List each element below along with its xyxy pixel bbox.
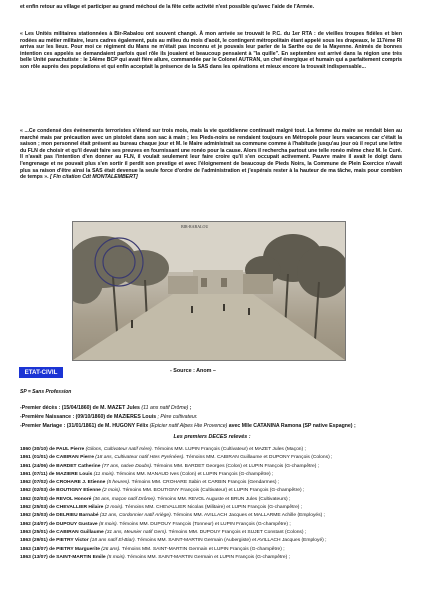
death-detail: (26 ans). (101, 546, 121, 552)
act-detail: ; Père cultivateur. (157, 414, 198, 420)
death-record-row (20, 554, 410, 562)
terrorist-events-text: « ...Ce condensé des événements terroristes s'étend sur trois mois, mais la vie quotidienne continuait malgré tout. La femme du maire se rendait bien au marché mais par précaution avec un pistolet dans son sac à main ; les Pieds-noirs se rendaient toujours en Métropole pour leurs vacances car c'était la saison ; mon personnel était présent au bureau chaque jour et M. le Maire administrait sa commune comme à l'habitude jusqu'au jour où il reçut une lettre du FLN de choisir et qu'il devait faire ses preuves en fournissant une ronéo pour la cause. Alors il rechercha partout une telle ronéo même chez M. le Curé. Il n'avait pas l'intention d'en donner au FLN, il voulait seulement leur faire croire qu'il s'en occupait activement. Pauvre maire il avait le doigt dans l'engrenage et ne pouvait plus s'en sortir il perdit son prestige et avec l'éloignement de beaucoup de Pieds Noirs, la Commune de Plein Exercice n'avait plus sa raison d'être ainsi la SAS était devenue la seule force d'ordre de l'administration et j'espérais rester à la hauteur de ma tâche, mais pour combien de temps ». (20, 128, 402, 181)
intro-paragraph: et enfin retour au village et participer au grand méchoui de la fête cette activité n'est possible qu'avec l'aide de l'Armée. (20, 4, 315, 10)
death-witnesses: Témoins MM. SAINT-MARTIN Germain et LUPIN François (G-champêtre) ; (121, 546, 285, 552)
act-label: -Première Naissance : (09/10/1860) de MAZIERES Louis (20, 414, 157, 420)
act-detail: (11 ans natif Drôme) (141, 405, 189, 411)
death-detail: (5 mois). (106, 554, 127, 560)
death-detail: (Gilons, Cultivateur natif Isère). (85, 447, 154, 452)
death-witnesses: Témoins MM. AVILLACH Jacques et MALLARME Achille (Employés) ; (173, 513, 325, 519)
death-detail: (2 mois). (104, 505, 124, 511)
death-record-row (20, 463, 410, 471)
death-record-row (20, 487, 410, 495)
sp-abbreviation-note: SP = Sans Profession (20, 389, 72, 395)
death-record-row (20, 496, 410, 504)
death-witnesses: Témoins MM. CROHARE Sabin et CARBIN François (Gendarmes) ; (131, 480, 280, 486)
death-record-row (20, 529, 410, 537)
death-record-row (20, 512, 410, 520)
etat-civil-heading: ETAT-CIVIL (19, 367, 63, 378)
citation-note: [ Fin citation Cdt MONTALEMBERT] (50, 174, 138, 181)
act-detail: (Epicier natif Alpes Hte Provence) (149, 423, 228, 429)
death-detail: (18 ans, Cultivateur natif Htes Pyrénées). (95, 455, 185, 461)
death-detail: (77 ans, native Doubs). (101, 463, 153, 469)
death-witnesses: Témoins MM. BARDET Georges (Colon) et LUPIN François (G-champêtre) ; (153, 463, 320, 469)
first-death-entry (20, 404, 356, 413)
act-label: -Premier décès : (15/04/1860) de M. MAZET Jules (20, 405, 140, 411)
death-person: 1862 (07/02) de CROHARE J. Etienne (20, 480, 106, 486)
first-acts-list (20, 404, 356, 431)
death-person: 1862 (25/03) de CHEVALLIER Hilaire (20, 505, 104, 511)
death-detail: (18 ans natif El-Biar). (90, 538, 136, 544)
death-witnesses: Témoins MM. DUPOUY François (Tonneur) et LUPIN François (G-champêtre) ; (119, 521, 291, 527)
death-detail: (32 ans, Cordonnier natif Ariège). (99, 513, 173, 519)
death-person: 1862 (24/07) de DUPOUY Gustave (20, 521, 98, 527)
terrorist-events-paragraph (20, 128, 402, 181)
death-witnesses: Témoins MM. MANAUD Ives (Colon) et LUPIN François (G-champêtre) ; (116, 471, 274, 477)
source-note: - Source : Anom – (170, 368, 216, 374)
death-detail: (8 mois). (99, 521, 119, 527)
death-person: 1861 (24/06) de BARDET Catherine (20, 463, 101, 469)
death-record-row (20, 546, 410, 554)
death-detail: (5 heures). (106, 480, 131, 486)
death-person: 1862 (25/03) de DELRIEU Barnabé (20, 513, 99, 519)
village-street-photo (72, 221, 346, 361)
death-person: 1863 (13/07) de SAINT-MARTIN Emile (20, 554, 106, 560)
death-person: 1860 (30/10) de PAUL Pierre (20, 447, 85, 452)
death-record-row (20, 471, 410, 479)
death-witnesses: Témoins MM. REVOL Auguste et BRUN Jules (Cultivateurs) ; (157, 496, 291, 502)
death-person: 1863 (18/07) de PIETRY Marguerite (20, 546, 100, 552)
death-person: 1862 (02/03) de REVOL Honoré (20, 496, 92, 502)
death-witnesses: Témoins MM. SAINT-MARTIN Germain (Aubergiste) et AVILLACH Jacques (Employé) ; (137, 538, 327, 544)
military-units-paragraph: « Les Unités militaires stationnées à Bir-Rabalou ont souvent changé. À mon arrivée se trouvait le P.C. du 1er RTA : de vieilles troupes fidèles et bien rodées au métier militaire, leurs cadres également, puis au milieu du mois d'août, le contingent métropolitain étant appelé sous les drapeaux, le 117ème RI arriva sur les lieux. Pour moi ce régiment du Mans ne m'était pas inconnu et je pouvais leur parler de la Sarthe ou de la Mayenne. Animés de bonnes intention ces appelés se demandaient parfois quel rôle ils jouaient et beaucoup pensaient à "la quille". En septembre est arrivé dans la région une très belle Unité parachutiste : le 14ème BCP qui avait fière allure, commandée par le Colonel AUTRAN, un chef énergique et humain qui a parfaitement compris son rôle auprès des populations et qui enfin acceptait la présence de la SAS dans les opérations et mieux encore la trouvait indispensable... (20, 31, 402, 70)
act-tail: avec Mlle CATANINA Ramona (SP native Espagne) ; (228, 423, 356, 429)
first-marriage-entry (20, 422, 356, 431)
death-record-row (20, 479, 410, 487)
death-record-row (20, 446, 410, 454)
death-witnesses: Témoins MM. DUPOUY François et SUJET Constant (Colons) ; (168, 529, 307, 535)
death-detail: (31 ans, Meunier natif Gers). (105, 529, 168, 535)
first-birth-entry (20, 413, 356, 422)
death-person: 1861 (01/01) de CABIRAN Pierre (20, 455, 94, 461)
death-person: 1863 (29/01) de PIETRY Victor (20, 538, 89, 544)
death-person: 1862 (02/03) de BOUTIGNY Etienne (20, 488, 101, 494)
death-record-row (20, 521, 410, 529)
death-witnesses: Témoins MM. BOUTIGNY François (Cultivateur) et LUPIN François (G-champêtre) ; (122, 488, 305, 494)
death-detail: (2 mois). (102, 488, 122, 494)
act-label: -Premier Mariage : (31/01/1861) de M. HUGONY Félix (20, 423, 149, 429)
death-witnesses: Témoins MM. LUPIN François (Cultivateur) et MAZET Jules (Maçon) ; (154, 447, 306, 452)
street-scene-drawing (73, 222, 345, 360)
death-record-row (20, 537, 410, 545)
death-witnesses: Témoins MM. SAINT-MARTIN Germain et LUPIN François (G-champêtre) ; (127, 554, 290, 560)
death-record-row (20, 504, 410, 512)
photo-caption: BIR-RABALOU (181, 224, 209, 229)
death-person: 1861 (07/11) de MAZIERE Louis (20, 471, 93, 477)
death-witnesses: Témoins MM. CABIRAN Guillaume et DUPONY François (Colons) ; (186, 455, 333, 461)
death-record-row (20, 454, 410, 462)
deaths-list (20, 446, 410, 562)
death-person: 1863 (25/01) de CABIRAN Guillaume (20, 529, 104, 535)
act-tail: ; (189, 405, 192, 411)
death-witnesses: Témoins MM. CHEVALLIER Nicolas (Militaire) et LUPIN François (G-champêtre) ; (125, 505, 303, 511)
death-detail: (11 mois). (93, 471, 116, 477)
death-detail: (36 ans, maçon natif Drôme). (92, 496, 157, 502)
deces-title: Les premiers DECES relevés : (173, 434, 251, 440)
